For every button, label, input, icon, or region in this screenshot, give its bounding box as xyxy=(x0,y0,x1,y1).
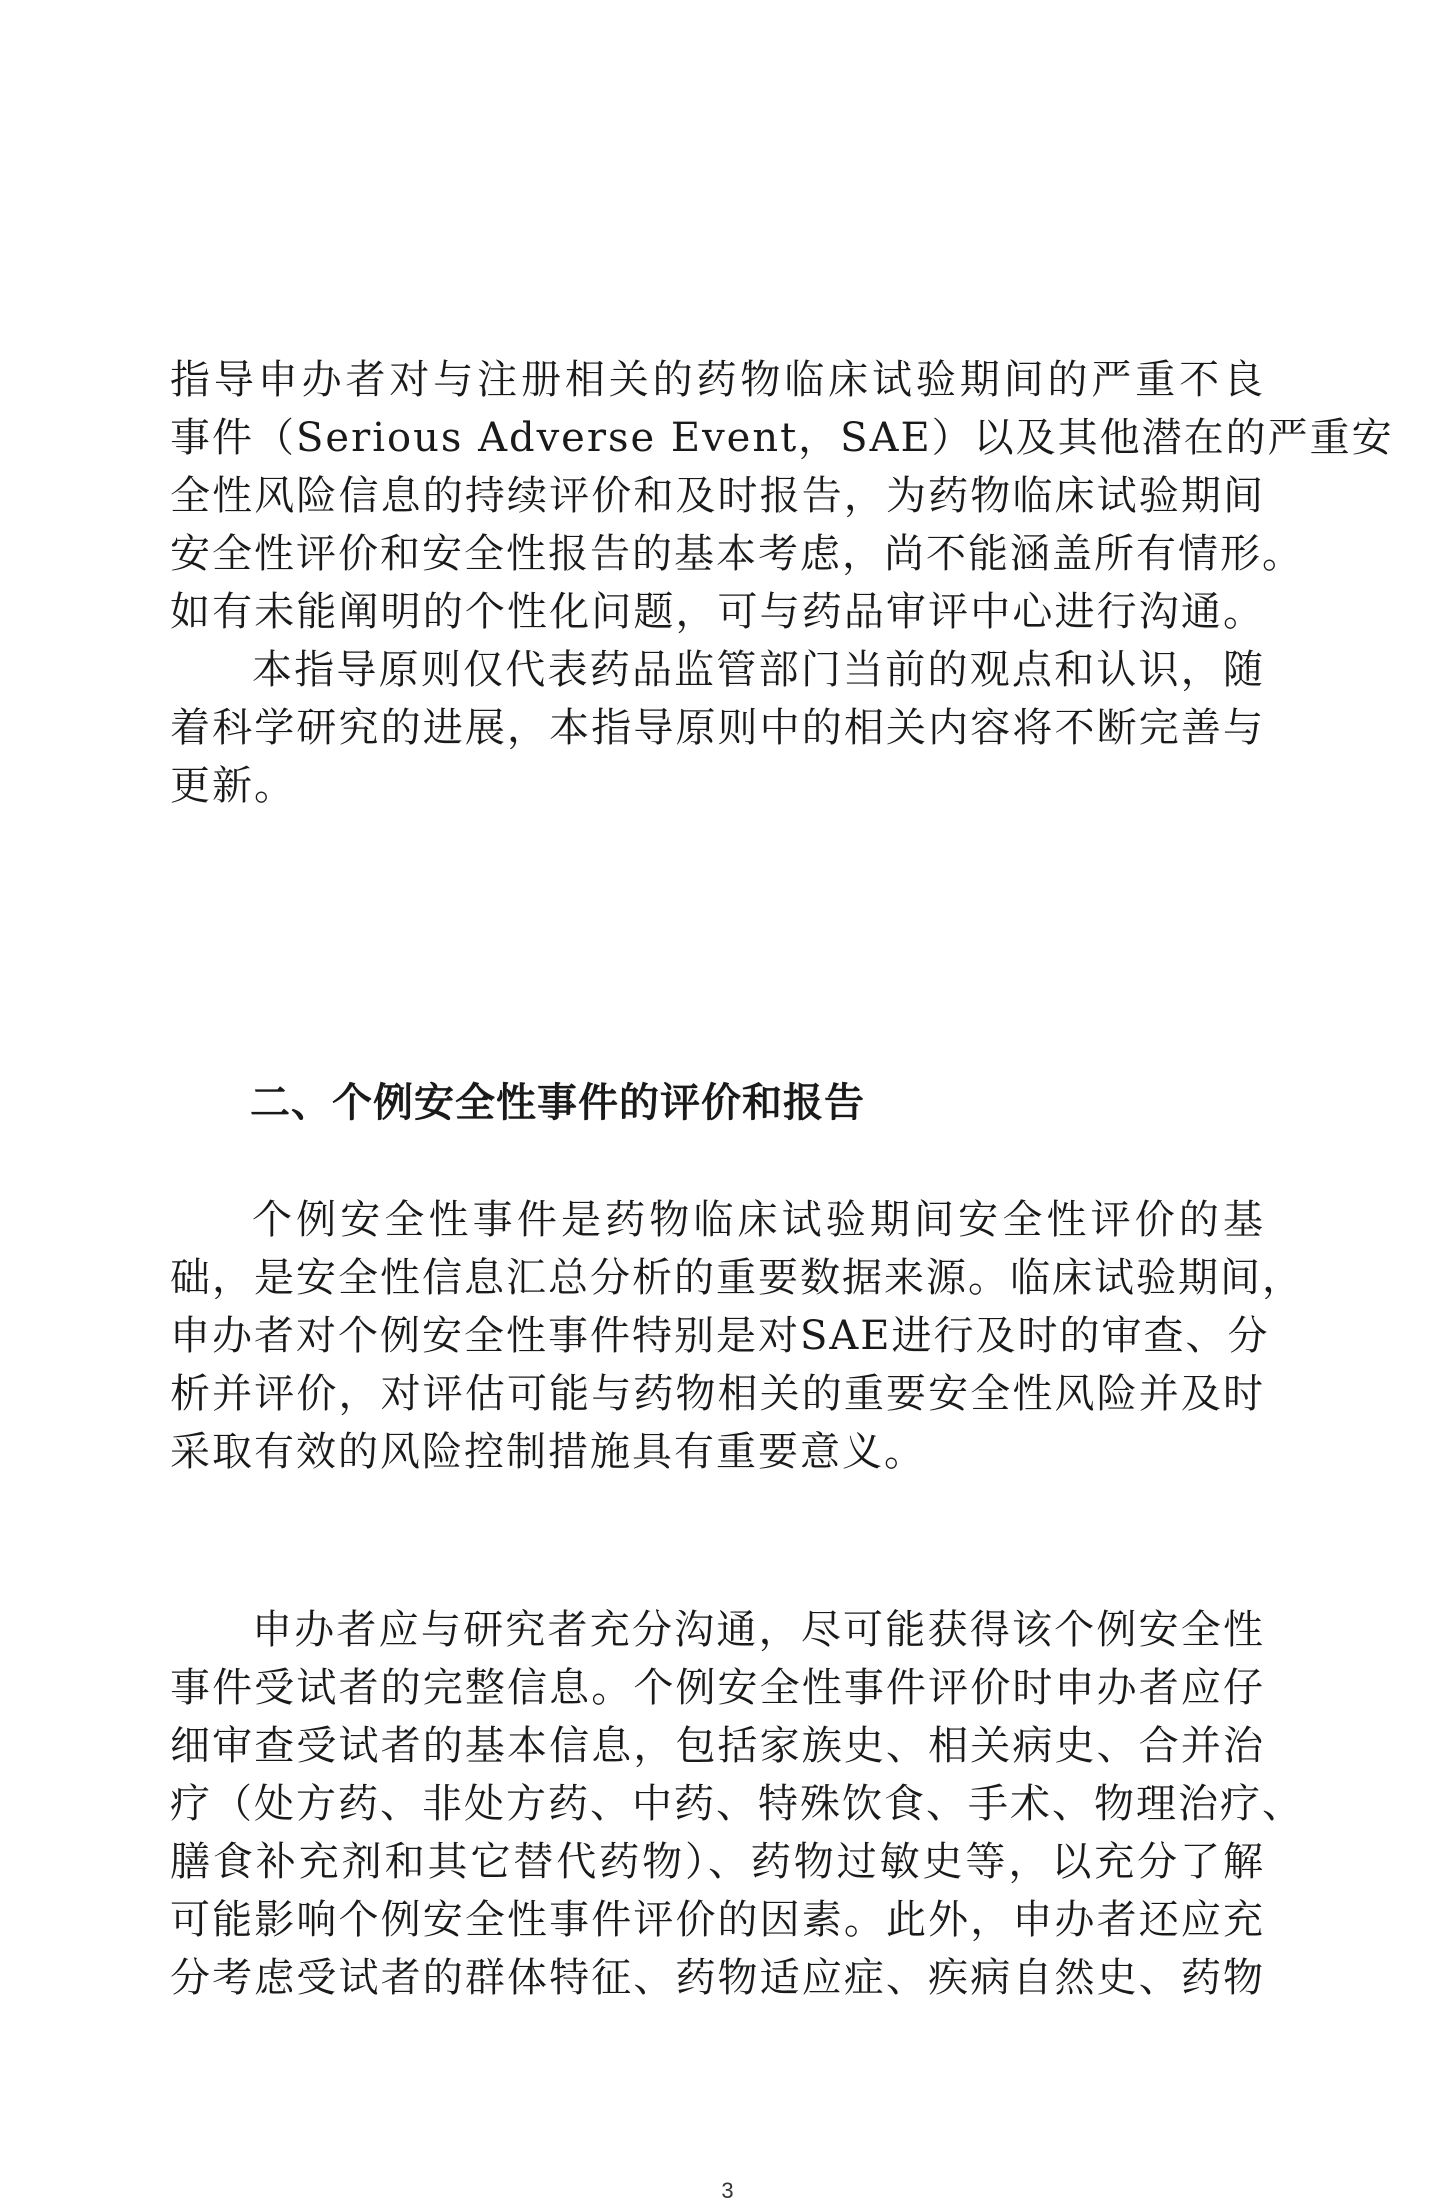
text-line: 分考虑受试者的群体特征、药物适应症、疾病自然史、药物 xyxy=(170,1955,1265,2001)
text-line: 事件（Serious Adverse Event，SAE）以及其他潜在的严重安 xyxy=(170,415,1394,461)
page-number: 3 xyxy=(721,2178,734,2203)
text-line: 如有未能阐明的个性化问题，可与药品审评中心进行沟通。 xyxy=(170,589,1265,635)
text-line: 指导申办者对与注册相关的药物临床试验期间的严重不良 xyxy=(170,357,1265,403)
text-line: 采取有效的风险控制措施具有重要意义。 xyxy=(170,1429,926,1475)
text-line: 着科学研究的进展，本指导原则中的相关内容将不断完善与 xyxy=(170,705,1265,751)
section-heading: 二、个例安全性事件的评价和报告 xyxy=(250,1080,865,1126)
text-line: 更新。 xyxy=(170,763,296,809)
text-line: 础，是安全性信息汇总分析的重要数据来源。临床试验期间， xyxy=(170,1255,1304,1301)
text-line: 安全性评价和安全性报告的基本考虑，尚不能涵盖所有情形。 xyxy=(170,531,1304,577)
text-line: 疗（处方药、非处方药、中药、特殊饮食、手术、物理治疗、 xyxy=(170,1781,1304,1827)
text-line: 事件受试者的完整信息。个例安全性事件评价时申办者应仔 xyxy=(170,1665,1265,1711)
text-line: 个例安全性事件是药物临床试验期间安全性评价的基 xyxy=(252,1197,1265,1243)
text-line: 申办者应与研究者充分沟通，尽可能获得该个例安全性 xyxy=(252,1607,1265,1653)
text-line: 膳食补充剂和其它替代药物）、药物过敏史等，以充分了解 xyxy=(170,1839,1265,1885)
text-line: 可能影响个例安全性事件评价的因素。此外，申办者还应充 xyxy=(170,1897,1265,1943)
text-line: 申办者对个例安全性事件特别是对SAE进行及时的审查、分 xyxy=(170,1313,1270,1359)
text-line: 全性风险信息的持续评价和及时报告，为药物临床试验期间 xyxy=(170,473,1265,519)
text-line: 细审查受试者的基本信息，包括家族史、相关病史、合并治 xyxy=(170,1723,1265,1769)
text-line: 本指导原则仅代表药品监管部门当前的观点和认识，随 xyxy=(252,647,1265,693)
text-line: 析并评价，对评估可能与药物相关的重要安全性风险并及时 xyxy=(170,1371,1265,1417)
